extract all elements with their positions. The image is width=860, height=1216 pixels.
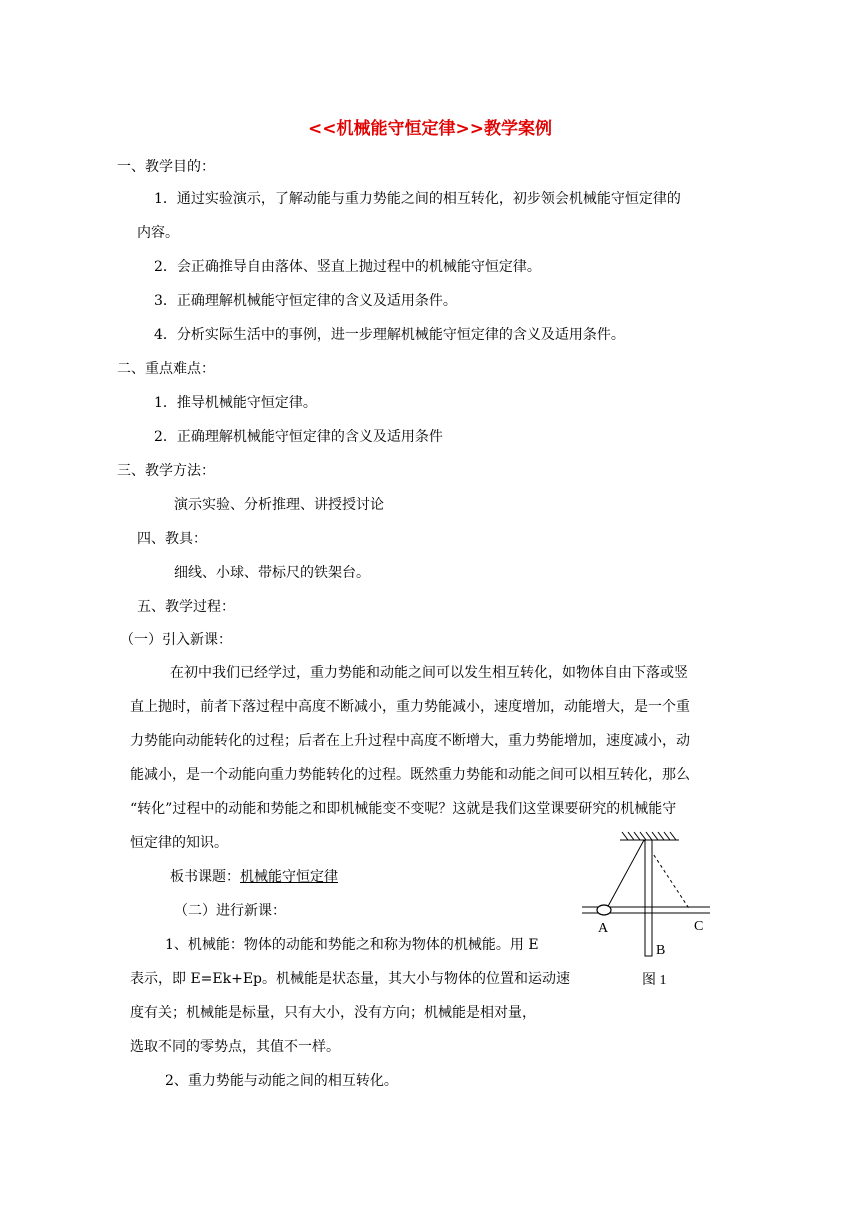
mechanical-energy-line-4: 选取不同的零势点，其值不一样。 [130, 1039, 340, 1055]
board-title-label: 板书课题： [170, 869, 240, 885]
methods-body: 演示实验、分析推理、讲授授讨论 [174, 497, 384, 513]
intro-paragraph-line-2: 直上抛时，前者下落过程中高度不断减小，重力势能减小，速度增加，动能增大，是一个重 [130, 699, 690, 715]
objective-item-4: 4．分析实际生活中的事例，进一步理解机械能守恒定律的含义及适用条件。 [154, 327, 625, 343]
section-heading-objectives: 一、教学目的： [117, 159, 215, 175]
objective-item-1: 1．通过实验演示，了解动能与重力势能之间的相互转化，初步领会机械能守恒定律的 [154, 191, 681, 207]
intro-paragraph-line-3: 力势能向动能转化的过程；后者在上升过程中高度不断增大，重力势能增加，速度减小，动 [130, 733, 690, 749]
section-heading-process: 五、教学过程： [137, 599, 235, 615]
mechanical-energy-line-2: 表示，即 E=Ek+Ep。机械能是状态量，其大小与物体的位置和运动速 [130, 971, 571, 987]
mechanical-energy-line-3: 度有关；机械能是标量，只有大小，没有方向；机械能是相对量， [130, 1005, 536, 1021]
objective-item-2: 2．会正确推导自由落体、竖直上抛过程中的机械能守恒定律。 [154, 259, 541, 275]
board-title-text: 机械能守恒定律 [240, 869, 338, 885]
intro-paragraph-line-6: 恒定律的知识。 [130, 835, 228, 851]
intro-paragraph-line-4: 能减小，是一个动能向重力势能转化的过程。既然重力势能和动能之间可以相互转化，那么 [130, 767, 690, 783]
figure-label-b: B [656, 943, 666, 958]
tools-body: 细线、小球、带标尺的铁架台。 [174, 565, 370, 581]
objective-item-3: 3．正确理解机械能守恒定律的含义及适用条件。 [154, 293, 457, 309]
mechanical-energy-line-1: 1、机械能：物体的动能和势能之和称为物体的机械能。用 E [165, 937, 539, 953]
board-title-line [170, 867, 338, 887]
document-title: <<机械能守恒定律>>教学案例 [308, 119, 552, 139]
figure-label-a: A [598, 921, 609, 936]
subsection-introduction: （一）引入新课： [120, 632, 232, 648]
key-point-item-1: 1．推导机械能守恒定律。 [154, 395, 317, 411]
objective-item-1-continued: 内容。 [137, 225, 179, 241]
subsection-new-lesson: （二）进行新课： [174, 903, 286, 919]
section-heading-tools: 四、教具： [137, 531, 207, 547]
intro-paragraph-line-5: “转化”过程中的动能和势能之和即机械能变不变呢？这就是我们这堂课要研究的机械能守 [130, 801, 677, 817]
figure-caption: 图 1 [642, 973, 667, 988]
section-heading-key-points: 二、重点难点： [117, 361, 215, 377]
energy-conversion-heading: 2、重力势能与动能之间的相互转化。 [165, 1073, 398, 1089]
figure-label-c: C [694, 919, 704, 934]
intro-paragraph-line-1: 在初中我们已经学过，重力势能和动能之间可以发生相互转化，如物体自由下落或竖 [170, 665, 688, 681]
section-heading-methods: 三、教学方法： [117, 463, 215, 479]
key-point-item-2: 2．正确理解机械能守恒定律的含义及适用条件 [154, 429, 443, 445]
pendulum-figure [578, 826, 728, 986]
